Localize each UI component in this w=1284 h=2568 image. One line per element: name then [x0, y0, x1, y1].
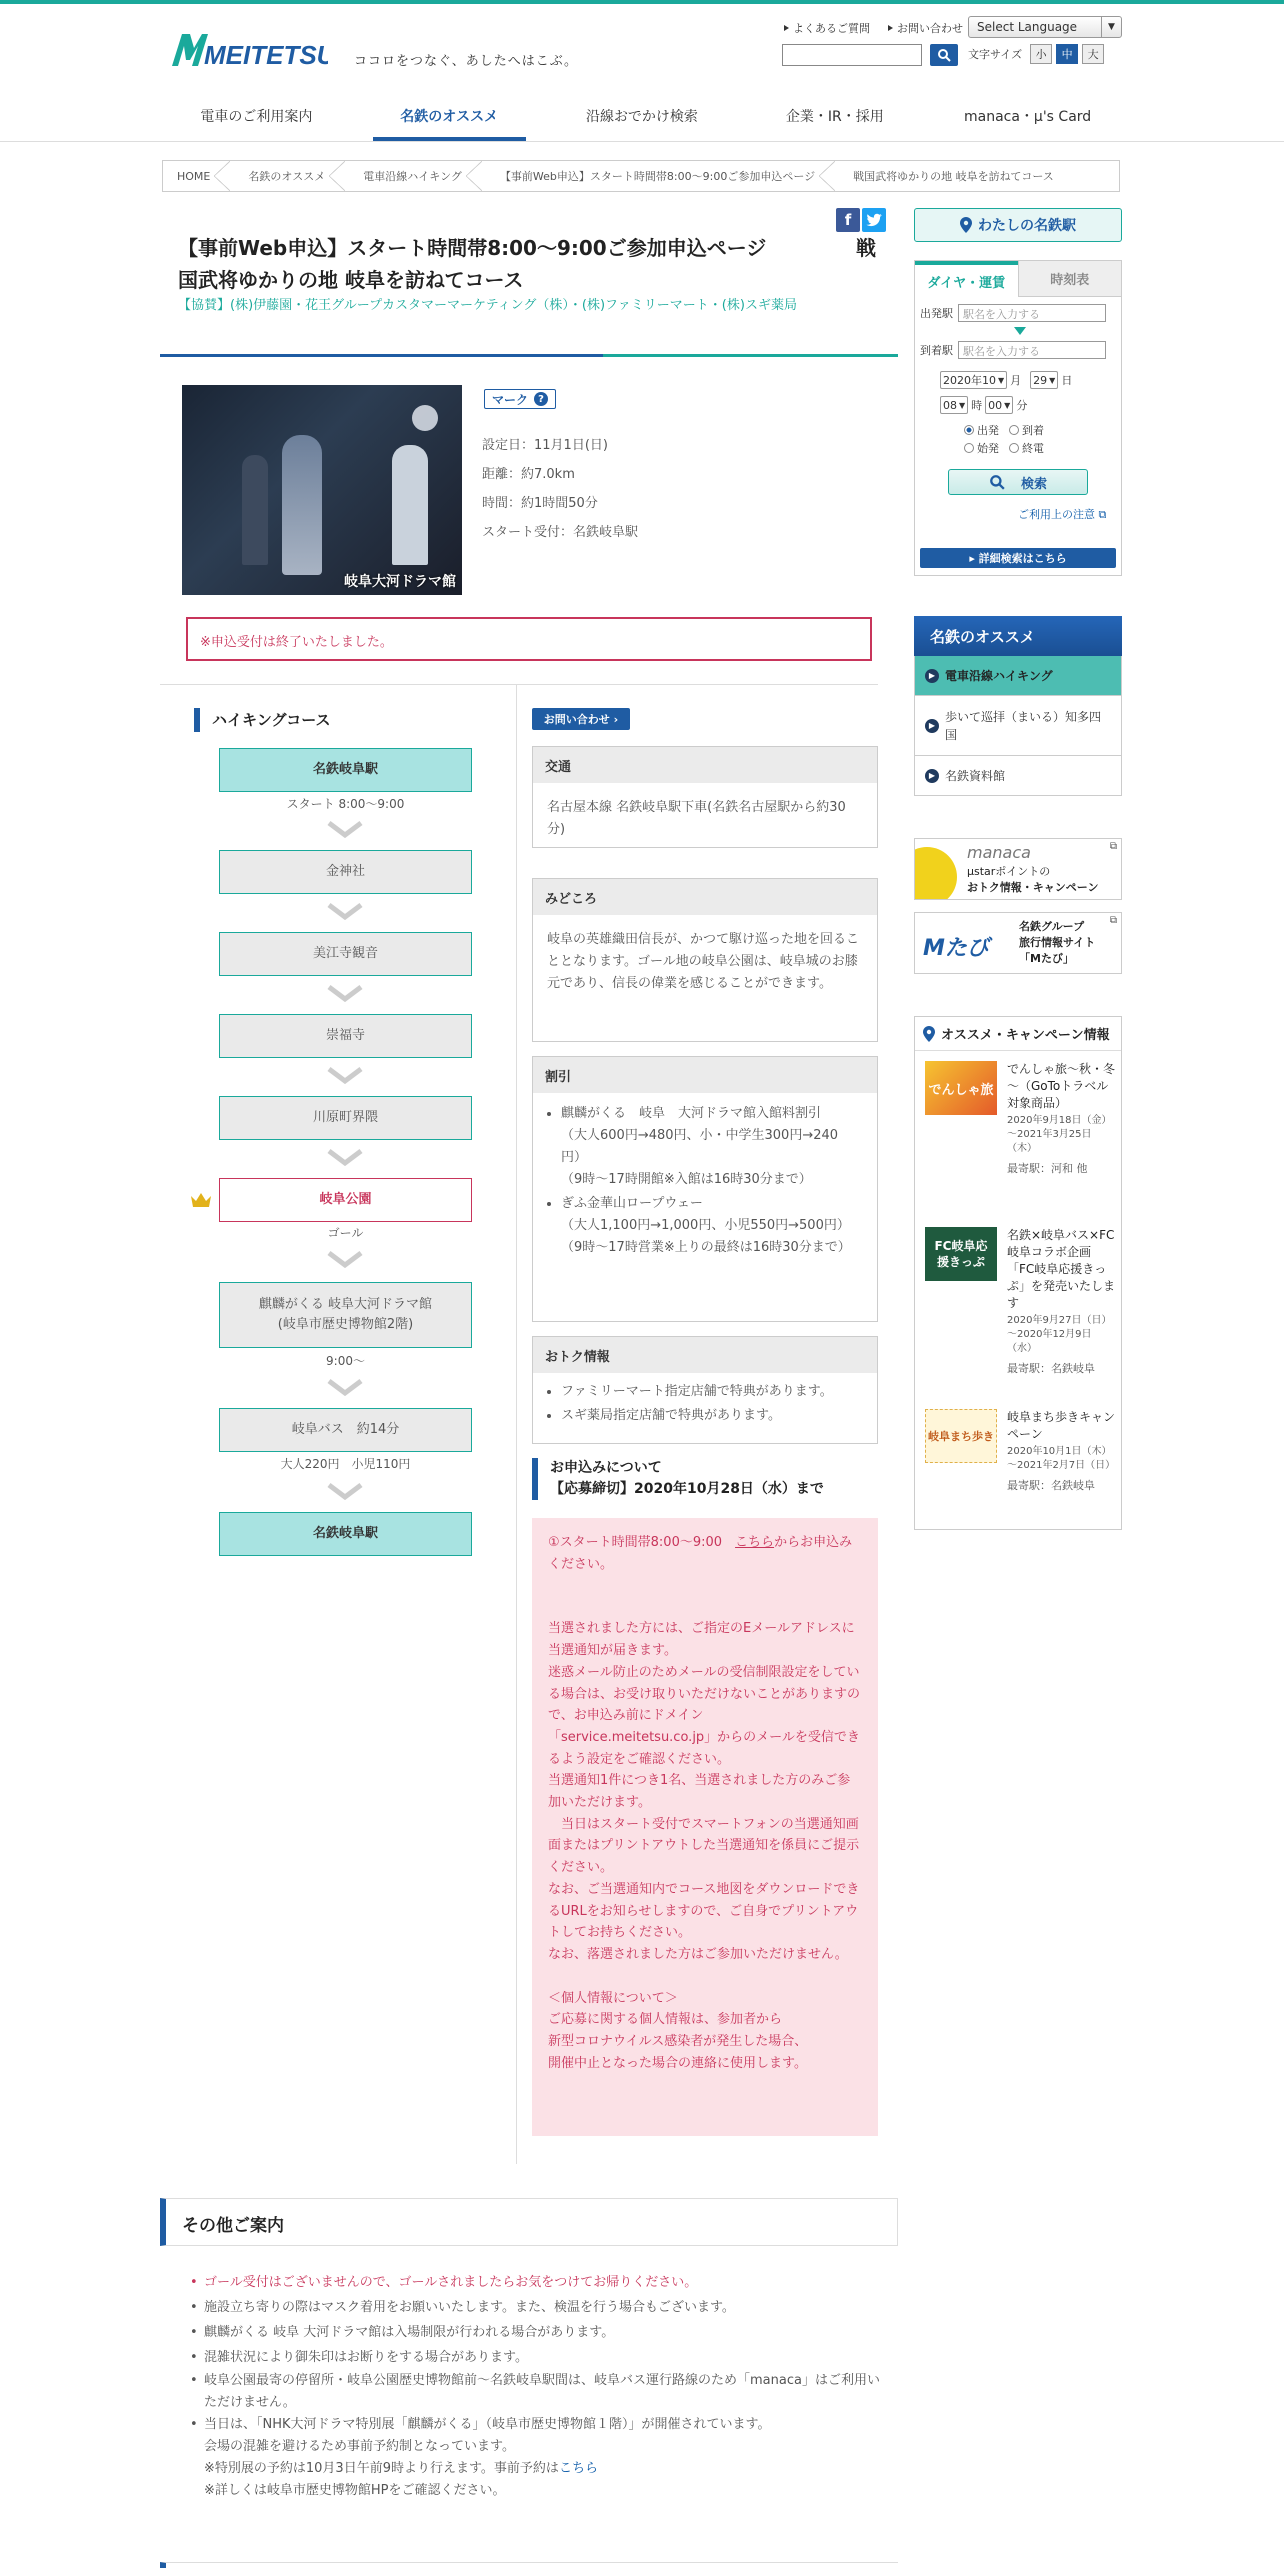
contact-link[interactable]: お問い合わせ [888, 20, 963, 36]
banner-line: μstarポイントの [967, 865, 1051, 878]
hour-select[interactable]: 08 ▼ [940, 396, 968, 414]
nav-manaca[interactable]: manaca・μ's Card [963, 109, 1092, 125]
campaign-date: 2020年9月27日（日）～2020年12月9日（水） [1007, 1315, 1112, 1354]
campaign-station: 最寄駅：河和 他 [1007, 1162, 1088, 1175]
usage-note-link[interactable]: ご利用上の注意 ⧉ [1018, 508, 1107, 521]
campaign-date: 2020年10月1日（木）～2021年2月7日（日） [1007, 1446, 1116, 1471]
logo-text: MEITETSU [204, 40, 328, 70]
course-stop-start: 名鉄岐阜駅 [219, 748, 472, 792]
campaign-station: 最寄駅：名鉄岐阜 [1007, 1362, 1095, 1375]
external-link-icon: ⧉ [1109, 841, 1117, 852]
apply-heading: お申込みについて 【応募締切】2020年10月28日（水）まで [532, 1458, 878, 1500]
apply-instruction: ①スタート時間帯8:00～9:00 こちらからお申込みください。 [548, 1535, 853, 1572]
sidebar-item-hiking[interactable]: ▶ 電車沿線ハイキング [914, 656, 1122, 696]
nav-corporate[interactable]: 企業・IR・採用 [785, 109, 884, 125]
top-accent-line [0, 0, 1284, 4]
highlight-body: 岐阜の英雄織田信長が、かつて駆け巡った地を回ることとなります。ゴール地の岐阜公園は、岐阜城のお膝元であり、信長の偉業を感じることができます。 [547, 932, 860, 991]
manaca-mascot-icon [914, 847, 957, 900]
course-time: 時間：約1時間50分 [482, 496, 598, 511]
breadcrumb-apply-page[interactable]: 【事前Web申込】スタート時間帯8:00～9:00ご参加申込ページ [486, 161, 839, 191]
site-search-button[interactable] [930, 44, 958, 66]
course-stop-5: 川原町界隈 [219, 1096, 472, 1140]
course-stop-drama-hall: 麒麟がくる 岐阜大河ドラマ館 (岐阜市歴史博物館2階) [219, 1282, 472, 1348]
breadcrumb-recommend[interactable]: 名鉄のオススメ [234, 161, 349, 191]
course-info [482, 431, 638, 547]
search-icon [937, 48, 951, 62]
column-divider [516, 684, 517, 2164]
campaign-item[interactable] [925, 1061, 1115, 1177]
arrow-icon [784, 25, 789, 31]
month-label: 月 [1010, 374, 1022, 387]
campaign-item[interactable] [925, 1409, 1115, 1494]
facebook-icon[interactable]: f [836, 208, 860, 232]
chevron-right-icon: ▶ [925, 719, 939, 733]
photo-caption: 岐阜大河ドラマ館 [344, 574, 456, 590]
course-photo [182, 385, 462, 595]
campaign-title: 岐阜まち歩きキャンペーン [1007, 1410, 1116, 1441]
inquiry-button[interactable]: お問い合わせ › [532, 708, 630, 730]
recommend-heading: 名鉄のオススメ [914, 616, 1122, 656]
course-note-start: スタート 8:00～9:00 [286, 797, 405, 811]
list-item: • 混雑状況により御朱印はお断りをする場合があります。 [190, 2345, 890, 2370]
chevron-down-icon [325, 1250, 365, 1268]
crest-icon [412, 405, 438, 431]
nav-divider [0, 141, 1284, 142]
traffic-box [532, 746, 878, 848]
list-item: • 麒麟がくる 岐阜 大河ドラマ館は入場制限が行われる場合があります。 [190, 2320, 890, 2345]
to-label: 到着駅 [920, 344, 953, 357]
my-station-button[interactable]: わたしの名鉄駅 [914, 208, 1122, 242]
discount-item-drama-hall: • 麒麟がくる 岐阜 大河ドラマ館入館料割引 （大人600円→480円、小・中学生300円→240円） （9時〜17時開館※入館は16時30分まで） [561, 1103, 863, 1191]
chevron-down-icon [325, 1378, 365, 1396]
course-stop-goal: 岐阜公園 [219, 1178, 472, 1222]
exhibition-reservation-link[interactable]: こちら [558, 2461, 598, 2476]
crown-icon [190, 1192, 212, 1208]
chevron-right-icon: ▶ [925, 669, 939, 683]
banner-line: 旅行情報サイト [1019, 936, 1096, 949]
traffic-body: 名古屋本線 名鉄岐阜駅下車(名鉄名古屋駅から約30分) [547, 800, 846, 837]
mtabi-logo: Mたび [923, 936, 989, 961]
external-link-icon: ⧉ [1098, 508, 1107, 521]
location-pin-icon [923, 1026, 935, 1042]
course-distance: 距離：約7.0km [482, 467, 575, 482]
campaign-image: でんしゃ旅 [925, 1061, 997, 1115]
campaign-box [914, 1016, 1122, 1530]
other-list [190, 2270, 890, 2502]
minute-label: 分 [1016, 399, 1028, 412]
mark-button[interactable]: マーク ? [484, 389, 556, 409]
banner-line: 「Mたび」 [1019, 952, 1074, 965]
section-divider [160, 684, 878, 685]
chevron-down-icon [325, 820, 365, 838]
list-item: • ゴール受付はございませんので、ゴールされましたらお気をつけてお帰りください。 [190, 2270, 890, 2295]
breadcrumb [162, 160, 1120, 192]
day-select[interactable]: 29 ▼ [1030, 371, 1058, 389]
course-heading: ハイキングコース [194, 708, 331, 732]
closed-notice: ※申込受付は終了いたしました。 [186, 617, 872, 661]
discount-box [532, 1056, 878, 1322]
radio-first-train[interactable]: 始発 [964, 440, 999, 456]
chevron-down-icon: ▼ [1101, 17, 1121, 37]
list-item: • 岐阜公園最寄の停留所・岐阜公園歴史博物館前～名鉄岐阜駅間は、岐阜バス運行路線のため「manaca」はご利用いただけません。 [190, 2370, 890, 2414]
global-nav [160, 96, 1124, 142]
apply-link[interactable]: こちら [735, 1535, 775, 1550]
campaign-image: 岐阜まち歩き [925, 1409, 997, 1463]
discount-item-ropeway: • ぎふ金華山ロープウェー （大人1,100円→1,000円、小児550円→500円） （9時〜17時営業※上りの最終は16時30分まで） [561, 1193, 863, 1259]
chevron-down-icon [325, 1482, 365, 1500]
breadcrumb-hiking[interactable]: 電車沿線ハイキング [349, 161, 486, 191]
from-station-input[interactable]: 駅名を入力する [958, 304, 1106, 322]
tagline: ココロをつなぐ、あしたへはこぶ。 [354, 54, 579, 69]
to-station-input[interactable]: 駅名を入力する [958, 341, 1106, 359]
manaca-banner[interactable] [914, 838, 1122, 900]
radio-last-train[interactable]: 終電 [1009, 440, 1044, 456]
share-buttons [836, 208, 886, 232]
chevron-right-icon: › [613, 712, 619, 726]
traffic-title: 交通 [533, 747, 877, 783]
external-link-icon: ⧉ [1109, 915, 1117, 926]
radio-arrive[interactable]: 到着 [1009, 422, 1044, 438]
tab-timetable[interactable]: 時刻表 [1018, 261, 1122, 297]
campaign-heading: オススメ・キャンペーン情報 [941, 1028, 1110, 1043]
site-search-input[interactable] [782, 44, 922, 66]
language-select[interactable]: Select Language ▼ [968, 16, 1122, 38]
page-title: 【事前Web申込】スタート時間帯8:00～9:00ご参加申込ページ 国武将ゆかりの地 岐阜を訪ねてコース [178, 236, 767, 292]
font-size-switcher [968, 44, 1104, 64]
deal-box [532, 1336, 878, 1444]
privacy-body: ＜個人情報について＞ ご応募に関する個人情報は、参加者から 新型コロナウイルス感染者が発生した場合、 開催中止となった場合の連絡に使用します。 [548, 1990, 808, 2071]
apply-notice [532, 1518, 878, 2136]
breadcrumb-home[interactable]: HOME [163, 161, 234, 191]
banner-line: 名鉄グループ [1019, 920, 1085, 933]
list-item: • 施設立ち寄りの際はマスク着用をお願いいたします。また、検温を行う場合もございます。 [190, 2295, 890, 2320]
apply-body: 当選されました方には、ご指定のEメールアドレスに当選通知が届きます。 迷惑メール防止のためメールの受信制限設定をしている場合は、お受け取りいただけないことがありますので、お申込み前にドメイン「service.meitetsu.co.jp」からのメールを受信できるよう設定をご確認ください。 当選通知1件につき1名、当選されました方のみご参加いただけます。 当日はスタート受付でスマートフォンの当選通知画面またはプリントアウトした当選通知を係員にご提示ください。 なお、ご当選通知内でコース地図をダウンロードできるURLをお知らせしますので、ご自身でプリントアウトしてお持ちください。 なお、落選されました方はご参加いただけません。 [548, 1621, 861, 1962]
title-wrap-char: 戦 [856, 236, 876, 260]
course-stop-4: 崇福寺 [219, 1014, 472, 1058]
font-small-button[interactable]: 小 [1030, 44, 1052, 64]
campaign-image: FC岐阜応援きっぷ [925, 1227, 997, 1281]
campaign-date: 2020年9月18日（金）～2021年3月25日（木） [1007, 1115, 1112, 1154]
hour-label: 時 [971, 399, 983, 412]
campaign-title: でんしゃ旅～秋・冬～（GoToトラベル対象商品） [1007, 1062, 1116, 1110]
nav-outing-search[interactable]: 沿線おでかけ検索 [586, 109, 698, 125]
breadcrumb-current: 戦国武将ゆかりの地 岐阜を訪ねてコース [853, 170, 1054, 183]
deal-item-sugi: • スギ薬局指定店舗で特典があります。 [561, 1405, 863, 1427]
arrow-icon [888, 25, 893, 31]
list-item: • 当日は、「NHK大河ドラマ特別展「麒麟がくる」（岐阜市歴史博物館１階）」が開催されています。 会場の混雑を避けるため事前予約制となっています。 ※特別展の予約は10月3日午前9時より行えます。事前予約はこちら ※詳しくは岐阜市歴史博物館HPをご確認ください。 [190, 2414, 890, 2502]
deal-title: おトク情報 [533, 1337, 877, 1373]
campaign-item[interactable] [925, 1227, 1115, 1377]
banner-line: おトク情報・キャンペーン [967, 881, 1099, 894]
discount-title: 割引 [533, 1057, 877, 1093]
campaign-station: 最寄駅：名鉄岐阜 [1007, 1479, 1095, 1492]
highlight-box [532, 878, 878, 1042]
course-note-drama-hall: 9:00～ [326, 1354, 365, 1368]
next-section-edge [160, 2562, 898, 2568]
course-note-bus: 大人220円 小児110円 [280, 1457, 411, 1471]
chevron-down-icon [325, 984, 365, 1002]
help-icon: ? [534, 392, 548, 406]
sponsor-text: 【協賛】(株)伊藤園・花王グループカスタマーマーケティング（株）・(株)ファミリーマート・(株)スギ薬局 [178, 298, 797, 313]
title-underline [160, 354, 898, 357]
route-search-button[interactable]: 検索 [948, 469, 1088, 495]
sidebar-item-museum[interactable]: ▶ 名鉄資料館 [914, 756, 1122, 796]
minute-select[interactable]: 00 ▼ [985, 396, 1013, 414]
highlight-title: みどころ [533, 879, 877, 915]
chevron-down-icon [325, 1148, 365, 1166]
campaign-title: 名鉄×岐阜バス×FC岐阜コラボ企画「FC岐阜応援きっぷ」を発売いたします [1007, 1228, 1116, 1310]
arrow-down-icon [1014, 327, 1026, 335]
course-stop-3: 美江寺観音 [219, 932, 472, 976]
radio-depart[interactable]: 出発 [964, 422, 999, 438]
mtabi-banner[interactable] [914, 912, 1122, 974]
location-pin-icon [960, 217, 972, 233]
font-medium-button[interactable]: 中 [1056, 44, 1078, 64]
sidebar-item-chita-shikoku[interactable]: ▶ 歩いて巡拝（まいる）知多四国 [914, 696, 1122, 756]
nav-recommend[interactable]: 名鉄のオススメ [353, 96, 546, 142]
font-size-label: 文字サイズ [968, 48, 1023, 61]
faq-link[interactable]: よくあるご質問 [784, 20, 870, 36]
course-note-goal: ゴール [327, 1226, 364, 1240]
search-icon [989, 474, 1005, 490]
course-stop-end: 名鉄岐阜駅 [219, 1512, 472, 1556]
course-date: 設定日：11月1日(日) [482, 438, 608, 453]
course-start: スタート受付：名鉄岐阜駅 [482, 525, 639, 540]
day-label: 日 [1061, 374, 1073, 387]
banner-title: manaca [967, 843, 1031, 862]
from-label: 出発駅 [920, 307, 953, 320]
deal-item-familymart: • ファミリーマート指定店舗で特典があります。 [561, 1381, 863, 1403]
date-select[interactable]: 2020年10 ▼ [940, 371, 1007, 389]
detail-search-button[interactable]: ▸ 詳細検索はこちら [920, 548, 1116, 568]
tab-dia-fare[interactable]: ダイヤ・運賃 [915, 261, 1018, 297]
meitetsu-logo[interactable] [168, 28, 328, 72]
font-large-button[interactable]: 大 [1082, 44, 1104, 64]
course-stop-2: 金神社 [219, 850, 472, 894]
other-heading: その他ご案内 [160, 2198, 898, 2246]
nav-train-guide[interactable]: 電車のご利用案内 [200, 109, 313, 125]
twitter-icon[interactable] [862, 208, 886, 232]
chevron-right-icon: ▶ [925, 769, 939, 783]
chevron-down-icon [325, 902, 365, 920]
chevron-down-icon [325, 1066, 365, 1084]
course-stop-bus: 岐阜バス 約14分 [219, 1408, 472, 1452]
